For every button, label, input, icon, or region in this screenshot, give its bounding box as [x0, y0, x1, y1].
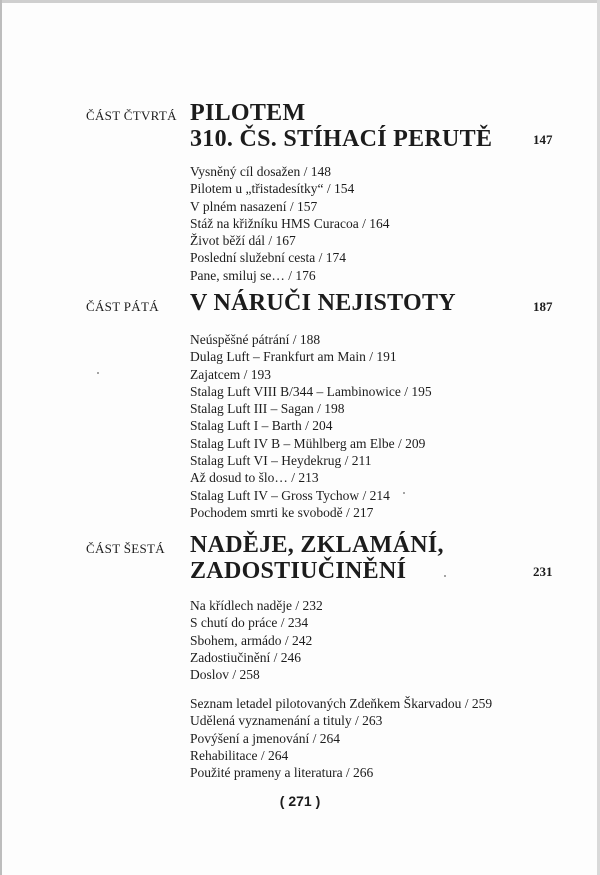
toc-entry[interactable]: Udělená vyznamenání a tituly / 263 [190, 713, 383, 729]
toc-entry[interactable]: Stalag Luft VIII B/344 – Lambinowice / 195 [190, 383, 432, 399]
part-6-entry-list [190, 597, 323, 683]
part-5-title-line-1: V NÁRUČI NEJISTOTY [190, 290, 456, 316]
part-4-page-number: 147 [533, 132, 553, 147]
scan-edge-top [0, 0, 600, 3]
part-5-label: ČÁST PÁTÁ [86, 299, 159, 314]
part-6-title-line-2: ZADOSTIUČINĚNÍ [190, 558, 407, 584]
toc-entry[interactable]: Život běží dál / 167 [190, 233, 296, 249]
toc-entry[interactable]: Stalag Luft VI – Heydekrug / 211 [190, 453, 372, 469]
toc-entry[interactable]: Použité prameny a literatura / 266 [190, 765, 374, 781]
toc-entry[interactable]: Pane, smiluj se… / 176 [190, 267, 316, 283]
part-4-entry-list [190, 163, 389, 284]
toc-entry[interactable]: Až dosud to šlo… / 213 [190, 470, 319, 486]
part-5-page-number: 187 [533, 299, 553, 314]
toc-entry[interactable]: Seznam letadel pilotovaných Zdeňkem Škarvadou / 259 [190, 696, 493, 711]
toc-entry[interactable]: Dulag Luft – Frankfurt am Main / 191 [190, 349, 397, 365]
page-number-folio: ( 271 ) [279, 793, 321, 809]
toc-entry[interactable]: Na křídlech naděje / 232 [190, 598, 323, 613]
scan-speck [97, 372, 99, 374]
toc-entry[interactable]: Poslední služební cesta / 174 [190, 250, 346, 266]
part-4-title-line-2: 310. ČS. STÍHACÍ PERUTĚ [190, 126, 493, 152]
toc-entry[interactable]: Pilotem u „třistadesítky“ / 154 [190, 181, 355, 197]
toc-entry[interactable]: Doslov / 258 [190, 667, 260, 683]
toc-entry[interactable]: Stalag Luft I – Barth / 204 [190, 418, 333, 434]
toc-entry[interactable]: Neúspěšné pátrání / 188 [190, 332, 321, 347]
toc-entry[interactable]: S chutí do práce / 234 [190, 615, 309, 631]
toc-entry[interactable]: V plném nasazení / 157 [190, 198, 318, 214]
toc-entry[interactable]: Zadostiučinění / 246 [190, 649, 301, 665]
scan-edge-left [0, 0, 2, 875]
toc-entry[interactable]: Sbohem, armádo / 242 [190, 632, 313, 648]
part-6-label: ČÁST ŠESTÁ [86, 541, 165, 556]
scan-speck [444, 575, 446, 577]
toc-entry[interactable]: Pochodem smrti ke svobodě / 217 [190, 504, 374, 520]
toc-entry[interactable]: Stalag Luft IV – Gross Tychow / 214 [190, 487, 390, 503]
part-6-title-line-1: NADĚJE, ZKLAMÁNÍ, [190, 532, 444, 558]
toc-entry[interactable]: Zajatcem / 193 [190, 366, 271, 382]
part-5-entry-list [190, 331, 432, 521]
toc-entry[interactable]: Povýšení a jmenování / 264 [190, 730, 340, 746]
scan-speck [403, 492, 405, 494]
toc-entry[interactable]: Stalag Luft IV B – Mühlberg am Elbe / 209 [190, 435, 426, 451]
toc-entry[interactable]: Vysněný cíl dosažen / 148 [190, 164, 331, 179]
toc-entry[interactable]: Stáž na křižníku HMS Curacoa / 164 [190, 215, 390, 231]
appendix-entry-list [190, 695, 492, 781]
toc-entry[interactable]: Stalag Luft III – Sagan / 198 [190, 401, 345, 417]
part-4-title-line-1: PILOTEM [190, 100, 306, 126]
part-6-page-number: 231 [533, 564, 553, 579]
toc-entry[interactable]: Rehabilitace / 264 [190, 747, 289, 763]
part-4-label: ČÁST ČTVRTÁ [86, 108, 177, 123]
